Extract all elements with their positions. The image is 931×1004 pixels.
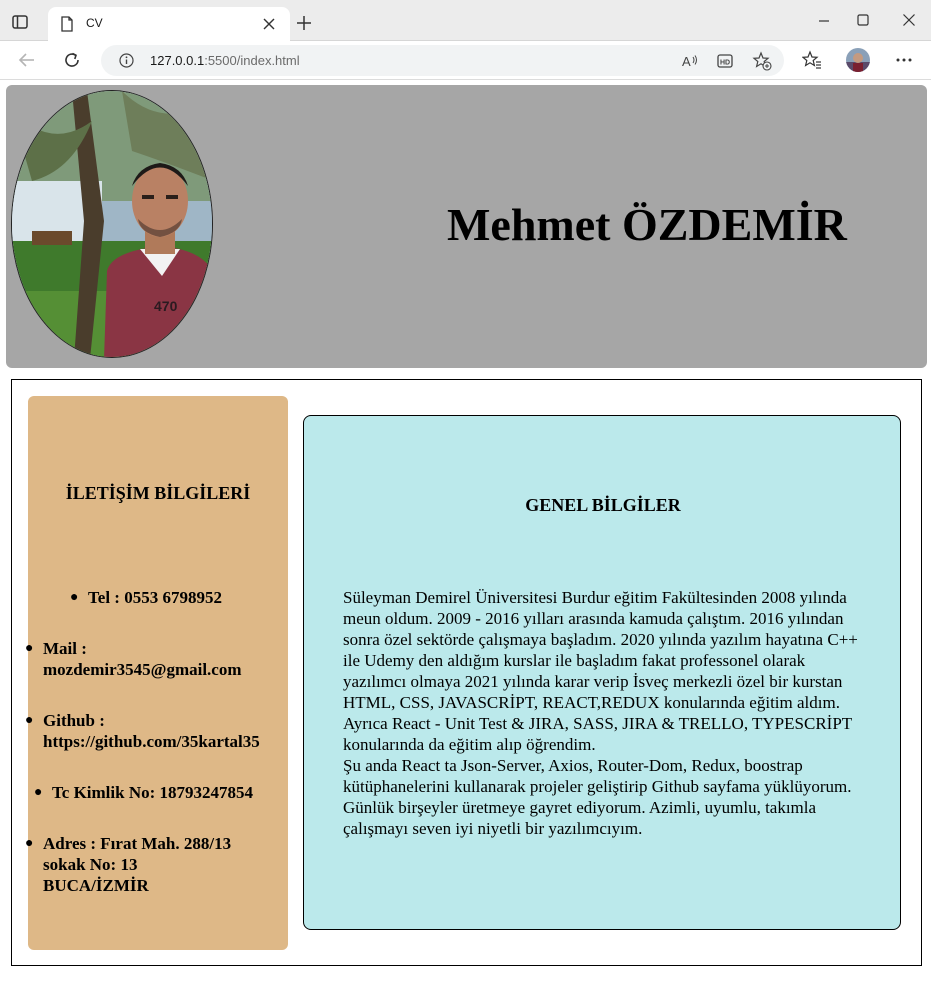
bullet-icon: ●: [70, 590, 79, 605]
general-body: [343, 587, 863, 839]
maximize-icon[interactable]: [856, 13, 870, 27]
cv-main: [11, 379, 922, 966]
bullet-icon: ●: [25, 641, 34, 656]
contact-github: [25, 710, 260, 752]
tab-strip: [0, 0, 931, 41]
favorites-icon[interactable]: [802, 50, 822, 70]
more-icon[interactable]: [894, 53, 914, 67]
svg-text:A: A: [682, 54, 691, 69]
tab-actions-icon[interactable]: [10, 12, 30, 32]
browser-tab[interactable]: [48, 7, 290, 41]
url-text[interactable]: 127.0.0.1:5500/index.html: [150, 53, 300, 68]
contact-github-value: https://github.com/35kartal35: [43, 732, 260, 751]
avatar[interactable]: [846, 48, 870, 72]
contact-tc-text: Tc Kimlik No: 18793247854: [52, 783, 254, 802]
minimize-icon[interactable]: [818, 15, 830, 27]
contact-address-line: Adres : Fırat Mah. 288/13: [43, 834, 232, 853]
page-viewport: [0, 80, 931, 1004]
close-icon[interactable]: [262, 17, 276, 31]
address-bar[interactable]: [101, 45, 784, 76]
general-paragraph: Süleyman Demirel Üniversitesi Burdur eğitim Fakültesinden 2008 yılında meun oldum. 2009 - 2016 yılları arasında kamuda çalıştım. 2016 yılından sonra özel sektörde çalışmaya başladım. 2020 yılında yazılım hayatına C++ ile Udemy den aldığım kurslar ile başladım fakat professonel olarak yazılımcı olmaya 2021 yılında karar verip İsveç merkezli özel bir kurstan HTML, CSS, JAVASCRİPT, REACT,REDUX konularında eğitim aldım. Ayrıca React - Unit Test & JIRA, SASS, JIRA & TRELLO, TYPESCRİPT konularında da eğitim alıp öğrendim.: [343, 588, 858, 754]
bullet-icon: ●: [25, 713, 34, 728]
svg-text:HD: HD: [720, 59, 731, 67]
hd-icon[interactable]: [716, 52, 734, 70]
svg-text:470: 470: [154, 298, 178, 314]
document-icon: [60, 16, 74, 32]
bullet-icon: ●: [34, 785, 43, 800]
contact-address-line: sokak No: 13: [43, 855, 138, 874]
info-icon[interactable]: [119, 53, 134, 68]
cv-header: [6, 85, 927, 368]
read-aloud-icon[interactable]: [681, 52, 699, 70]
contact-address-line: BUCA/İZMİR: [43, 876, 149, 895]
contact-mail-label: Mail :: [43, 639, 87, 658]
star-plus-icon[interactable]: [752, 51, 772, 71]
plus-icon[interactable]: [296, 15, 312, 31]
contact-heading: İLETİŞİM BİLGİLERİ: [65, 483, 251, 503]
contact-github-label: Github :: [43, 711, 105, 730]
browser-toolbar: [0, 41, 931, 80]
reload-icon[interactable]: [63, 51, 81, 69]
general-heading: GENEL BİLGİLER: [525, 495, 681, 515]
contact-tel-text: Tel : 0553 6798952: [88, 588, 222, 607]
contact-panel: [25, 396, 288, 950]
contact-tel: [70, 587, 222, 608]
contact-mail: [25, 638, 242, 680]
tab-title: CV: [86, 16, 103, 30]
profile-photo: [11, 90, 213, 358]
contact-address: [25, 833, 232, 896]
general-panel: [303, 415, 901, 930]
general-paragraph: Şu anda React ta Json-Server, Axios, Router-Dom, Redux, boostrap kütüphanelerini kullanarak projeler geliştirip Github sayfama yüklüyorum. Günlük birşeyler üretmeye gayret ediyorum. Azimli, uyumlu, takımla çalışmayı seven iyi niyetli bir yazılımcıyım.: [343, 756, 852, 838]
bullet-icon: ●: [25, 836, 34, 851]
contact-tc: [34, 782, 254, 803]
arrow-left-icon[interactable]: [18, 51, 36, 69]
contact-mail-value: mozdemir3545@gmail.com: [43, 660, 242, 679]
page-title: Mehmet ÖZDEMİR: [447, 199, 847, 250]
window-close-icon[interactable]: [902, 13, 916, 27]
